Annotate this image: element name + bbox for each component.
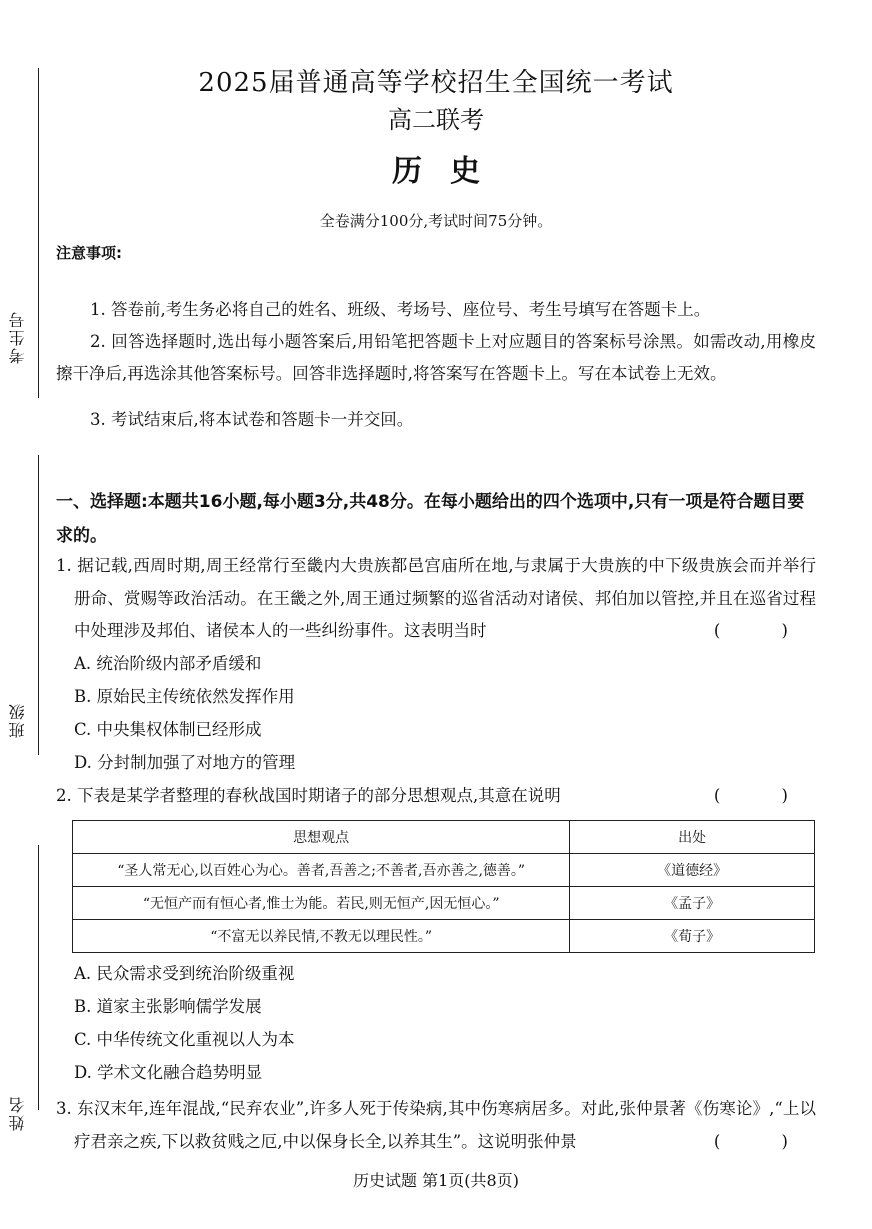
q1-option-b: B. 原始民主传统依然发挥作用 xyxy=(74,687,295,706)
table-header-view: 思想观点 xyxy=(73,821,570,854)
thought-views-table xyxy=(72,820,815,953)
question-2 xyxy=(56,780,816,813)
binding-line-middle xyxy=(38,455,39,755)
notice-heading: 注意事项: xyxy=(56,244,122,262)
score-time-info: 全卷满分100分,考试时间75分钟。 xyxy=(319,212,553,230)
question-1-stem: 1. 据记载,西周时期,周王经常行至畿内大贵族都邑宫庙所在地,与隶属于大贵族的中下级贵族会而并举行册命、赏赐等政治活动。在王畿之外,周王通过频繁的巡省活动对诸侯、邦伯加以管控,并且在巡省过程中处理涉及邦伯、诸侯本人的一些纠纷事件。这表明当时 xyxy=(56,556,816,640)
table-cell-source: 《孟子》 xyxy=(570,887,815,920)
section-one-heading: 一、选择题:本题共16小题,每小题3分,共48分。在每小题给出的四个选项中,只有一项是符合题目要求的。 xyxy=(56,492,805,546)
notice-item-2: 2. 回答选择题时,选出每小题答案后,用铅笔把答题卡上对应题目的答案标号涂黑。如需改动,用橡皮擦干净后,再选涂其他答案标号。回答非选择题时,将答案写在答题卡上。写在本试卷上无效。 xyxy=(56,332,816,383)
q2-option-b: B. 道家主张影响儒学发展 xyxy=(74,997,262,1016)
notice-item-1: 1. 答卷前,考生务必将自己的姓名、班级、考场号、座位号、考生号填写在答题卡上。 xyxy=(90,300,711,319)
class-label: 班级 xyxy=(8,702,27,738)
table-cell-view: “圣人常无心,以百姓心为心。善者,吾善之;不善者,吾亦善之,德善。” xyxy=(73,854,570,887)
table-header-row xyxy=(73,821,815,854)
exam-title: 2025届普通高等学校招生全国统一考试 xyxy=(198,68,674,98)
q2-option-d: D. 学术文化融合趋势明显 xyxy=(74,1063,263,1082)
table-cell-source: 《道德经》 xyxy=(570,854,815,887)
table-cell-view: “无恒产而有恒心者,惟士为能。若民,则无恒产,因无恒心。” xyxy=(73,887,570,920)
table-cell-view: “不富无以养民情,不教无以理民性。” xyxy=(73,920,570,953)
q2-option-c: C. 中华传统文化重视以人为本 xyxy=(74,1030,295,1049)
table-header-source: 出处 xyxy=(570,821,815,854)
subject-title: 历史 xyxy=(392,154,508,189)
question-1 xyxy=(56,550,816,648)
exam-subtitle: 高二联考 xyxy=(388,106,484,134)
table-cell-source: 《荀子》 xyxy=(570,920,815,953)
answer-paren: ( ) xyxy=(713,786,816,805)
exam-number-label: 考生号 xyxy=(8,310,27,364)
q1-option-d: D. 分封制加强了对地方的管理 xyxy=(74,753,296,772)
answer-paren: ( ) xyxy=(713,621,816,640)
q2-option-a: A. 民众需求受到统治阶级重视 xyxy=(74,964,295,983)
question-3 xyxy=(56,1093,816,1158)
table-row xyxy=(73,920,815,953)
q1-option-c: C. 中央集权体制已经形成 xyxy=(74,720,262,739)
table-row xyxy=(73,887,815,920)
answer-paren: ( ) xyxy=(713,1131,816,1151)
q1-option-a: A. 统治阶级内部矛盾缓和 xyxy=(74,654,262,673)
notice-item-3: 3. 考试结束后,将本试卷和答题卡一并交回。 xyxy=(90,410,414,429)
page-footer: 历史试题 第1页(共8页) xyxy=(353,1171,519,1190)
name-label: 姓名 xyxy=(8,1095,27,1131)
table-row xyxy=(73,854,815,887)
question-3-stem: 3. 东汉末年,连年混战,“民弃农业”,许多人死于传染病,其中伤寒病居多。对此,张仲景著《伤寒论》,“上以疗君亲之疾,下以救贫贱之厄,中以保身长全,以养其生”。这说明张仲景 xyxy=(56,1099,816,1151)
question-2-stem: 2. 下表是某学者整理的春秋战国时期诸子的部分思想观点,其意在说明 xyxy=(56,786,561,805)
binding-line-bottom xyxy=(38,845,39,1110)
